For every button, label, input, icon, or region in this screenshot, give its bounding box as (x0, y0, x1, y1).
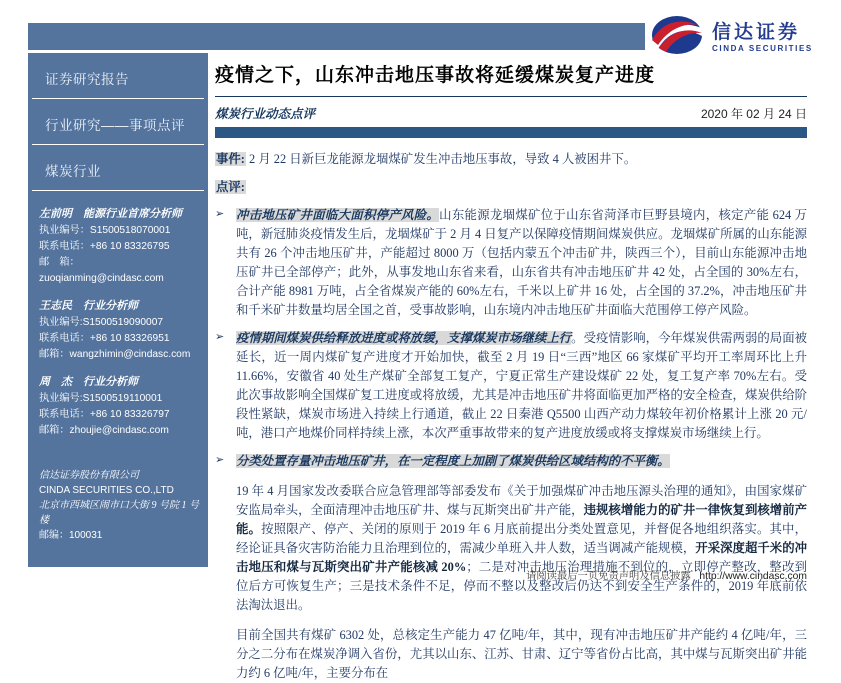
analyst-phone: 联系电话：+86 10 83326795 (39, 241, 170, 252)
analyst-card (39, 298, 200, 363)
disclaimer-text: 请阅读最后一页免责声明及信息披露 (526, 571, 691, 582)
cinda-logo-icon (651, 15, 703, 60)
analyst-license: 执业编号：S1500518070001 (39, 225, 171, 236)
event-line (215, 150, 807, 169)
report-title: 疫情之下，山东冲击地压事故将延缓煤炭复产进度 (215, 65, 656, 86)
header-band (28, 23, 645, 50)
sidebar-item-industry: 煤炭行业 (45, 164, 101, 179)
report-date: 2020 年 02 月 24 日 (700, 107, 807, 121)
bullet-lead: 冲击地压矿井面临大面积停产风险。 (236, 208, 440, 222)
analyst-name: 王志民 行业分析师 (39, 300, 138, 312)
report-body (215, 60, 807, 683)
analyst-email: 邮 箱：zuoqianming@cindasc.com (39, 257, 164, 284)
bullet-arrow-icon: ➢ (215, 331, 225, 343)
analyst-phone: 联系电话：+86 10 83326797 (39, 409, 170, 420)
company-name-cn: 信达证券股份有限公司 (39, 470, 139, 481)
bullet-text (236, 206, 807, 320)
analyst-license: 执业编号:S1500519110001 (39, 393, 163, 404)
bullet-text (236, 452, 807, 471)
bullet-body: 。受疫情影响，今年煤炭供需两弱的局面被延长，近一周内煤矿复产进度才开始加快，截至 2 月 19 日“三西”地区 66 家煤矿平均开工率周环比上升 11.66%，安徽省 40 处生产煤矿全部复工复产，宁夏正常生产建设煤矿 22 处，复工复产率 70%左右。受此次事故影响全国煤矿复工进度或将放缓，尤其是冲击地压矿井将面临更加严格的安全检查，煤炭供给阶段性紧缺，煤炭市场进入持续上行通道，截止 22 日秦港 Q5500 山西产动力煤较年初价格累计上涨 20 元/吨，港口产地煤价同样持续上涨，本次严重事故带来的复产进度放缓或将支撑煤炭市场继续上行。 (236, 331, 808, 440)
company-name-en: CINDA SECURITIES CO.,LTD (39, 485, 174, 496)
paragraph-segment-bold: 开采深度超千米的冲击地压和煤与瓦斯突出矿井产能核减 20% (236, 541, 808, 574)
paragraph-segment: 19 年 4 月国家发改委联合应急管理部等部委发布《关于加强煤矿冲击地压源头治理的通知》，由国家煤矿安监局牵头，全面清理冲击地压矿井、煤与瓦斯突出矿井产能， (236, 484, 807, 517)
company-url-link[interactable]: http://www.cindasc.com (699, 571, 807, 582)
bullet-item-supply-slowdown (215, 329, 807, 443)
paragraph-segment-bold: 违规核增能力的矿井一律恢复到核增前产能。 (236, 503, 808, 536)
analyst-email: 邮箱：wangzhimin@cindasc.com (39, 349, 191, 360)
bullet-lead: 疫情期间煤炭供给释放进度或将放缓，支撑煤炭市场继续上行 (236, 331, 572, 345)
bullet-body: 山东能源龙堌煤矿位于山东省菏泽市巨野县境内，核定产能 624 万吨，新冠肺炎疫情发生后，龙堌煤矿于 2 月 4 日复产以保障疫情期间煤炭供应。龙堌煤矿所属的山东能源共有 26 个冲击地压矿井，产能超过 8000 万（包括内蒙五个冲击矿井，陕西三个），目前山东能源冲击地压矿井已全部停产；此外，从事发地山东省来看，山东省共有冲击地压矿井 42 处，占全国的 30%左右，合计产能 8981 万吨，占全省煤炭产能的 60%左右，千米以上矿井 16 处，占全国的 37.2%，冲击地压矿井和千米矿井数量均居全国之首，受事故影响，山东境内冲击地压矿井面临大范围停工停产风险。 (236, 208, 808, 317)
comment-line (215, 178, 807, 197)
sidebar-item-research-category: 行业研究——事项点评 (45, 118, 185, 133)
analyst-email: 邮箱：zhoujie@cindasc.com (39, 425, 169, 436)
report-sidebar (28, 53, 208, 567)
event-label: 事件: (216, 152, 245, 166)
capacity-paragraph: 目前全国共有煤矿 6302 处，总核定生产能力 47 亿吨/年，其中，现有冲击地压矿井产能约 4 亿吨/年，三分之二分布在煤炭净调入省份，尤其以山东、江苏、甘肃、辽宁等省份占比高，其中煤与瓦斯突出矿井能力约 6 亿吨/年，主要分布在 (236, 628, 807, 680)
bullet-arrow-icon: ➢ (215, 208, 225, 220)
company-postcode: 邮编：100031 (39, 530, 103, 541)
bullet-lead: 分类处置存量冲击地压矿井，在一定程度上加剧了煤炭供给区域结构的不平衡。 (236, 454, 670, 468)
section-band (215, 127, 807, 138)
bullet-item-shutdown-risk (215, 206, 807, 320)
page-footer (526, 567, 807, 582)
logo-text-cn: 信达证券 (712, 21, 801, 43)
sidebar-item-report-type: 证券研究报告 (45, 72, 129, 87)
logo-text-en: CINDA SECURITIES (712, 43, 813, 53)
analyst-name: 周 杰 行业分析师 (39, 376, 138, 388)
comment-label: 点评: (216, 180, 245, 194)
event-text: 2 月 22 日新巨龙能源龙堌煤矿发生冲击地压事故，导致 4 人被困井下。 (245, 152, 637, 166)
bullet-text (236, 329, 807, 443)
cinda-logo (651, 15, 813, 60)
bullet-item-regional-imbalance (215, 452, 807, 471)
company-address: 北京市西城区闹市口大街 9 号院 1 号楼 (39, 500, 199, 526)
bullet-arrow-icon: ➢ (215, 454, 225, 466)
paragraph-segment: 按照限产、停产、关闭的原则于 2019 年 6 月底前提出分类处置意见，并督促各地组织落实。其中，经论证具备灾害防治能力且治理到位的，需减少单班入井人数，适当调减产能规模， (236, 522, 807, 555)
analyst-license: 执业编号:S1500519090007 (39, 317, 164, 328)
paragraph-segment: ；二是对冲击地压治理措施不到位的，立即停产整改，整改到位后方可恢复生产；三是技术条件不足，停而不整以及整改后仍达不到安全生产条件的，2019 年底前依法淘汰退出。 (236, 560, 808, 612)
company-info (39, 468, 208, 543)
title-divider (215, 96, 807, 97)
analyst-phone: 联系电话：+86 10 83326951 (39, 333, 170, 344)
report-subtitle: 煤炭行业动态点评 (215, 107, 316, 121)
analyst-list (28, 191, 208, 439)
subtitle-row (215, 104, 807, 122)
policy-paragraph (236, 482, 807, 615)
analyst-card (39, 206, 200, 287)
analyst-card (39, 374, 200, 439)
analyst-name: 左前明 能源行业首席分析师 (39, 208, 182, 220)
